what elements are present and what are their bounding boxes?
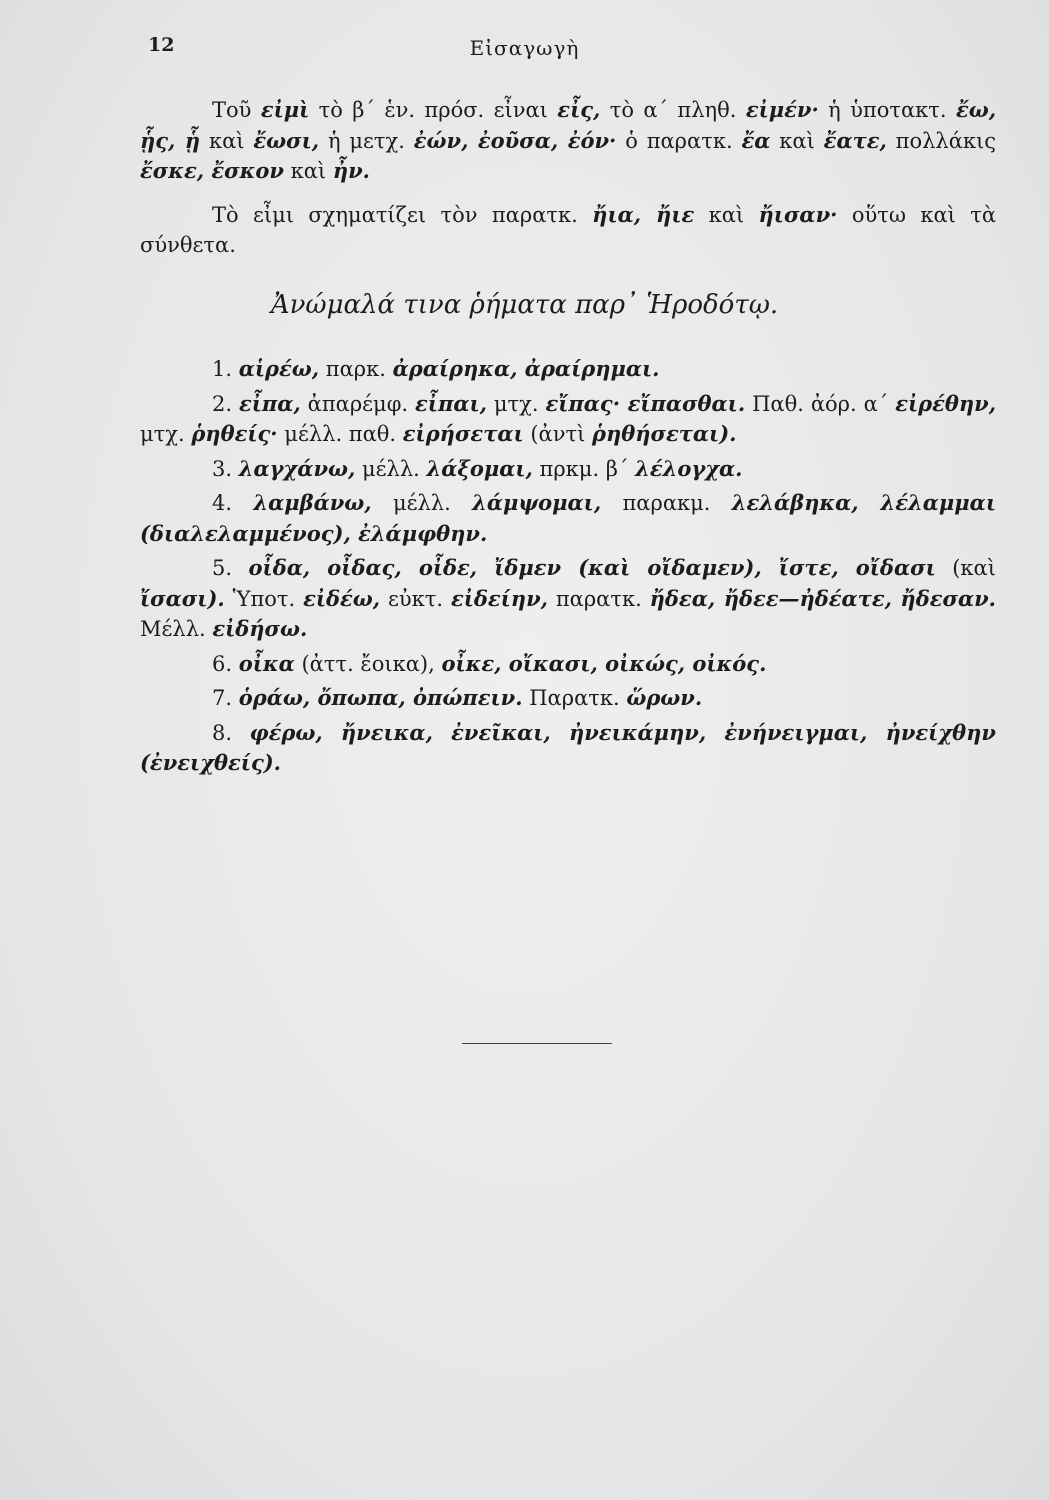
text-segment: Τὸ εἶμι σχηματίζει τὸν παρατκ. [212,203,593,227]
greek-form-bold: αἱρέω, [238,356,320,381]
text-segment: Παρατκ. [522,686,627,710]
greek-form-bold: εἰρέθην, [895,390,997,416]
greek-form-bold: εἰδέω, [303,585,381,611]
paragraph-eimi [140,95,996,187]
text-segment: μέλλ. [355,456,427,481]
text-segment: ἡ μετχ. [319,128,414,153]
list-item-8 [140,718,996,779]
greek-form-bold: ἤισαν· [758,202,838,227]
text-segment: Τοῦ [212,98,261,122]
running-header-title: Εἰσαγωγὴ [469,36,580,60]
greek-form-bold: λαμβάνω, [253,490,372,515]
list-item-4 [140,488,996,549]
text-segment: μέλλ. παθ. [277,422,403,446]
paragraph-eimi-imperfect [140,200,996,260]
text-segment: μτχ. [486,391,546,416]
list-item-7 [140,683,996,714]
greek-form-bold: ἔα [741,127,771,153]
text-segment: καὶ [200,128,254,153]
greek-form-bold: εἴπας· εἴπασθαι. [545,390,746,416]
text-segment: 8. [212,720,250,745]
text-segment: (ἀντὶ [523,422,592,446]
text-segment: παρατκ. [547,586,650,611]
text-segment: οὕτω καὶ τὰ σύνθετα. [140,203,997,257]
greek-form-bold: εἰδήσω. [212,616,308,641]
text-segment: 3. [212,456,239,481]
greek-form-bold: ἤδεα, ἤδεε—ἠδέατε, ἤδεσαν. [649,585,996,611]
greek-form-bold: ἤια, ἤιε [592,202,695,227]
greek-form-bold: λάμψομαι, [472,490,602,515]
text-segment: (καὶ [935,556,996,580]
greek-form-bold: ἔατε, [823,127,887,153]
greek-form-bold: ῥηθείς· [191,421,278,446]
text-segment: 2. [212,391,239,416]
greek-form-bold: εἰμὶ [260,97,310,122]
text-segment: τὸ β΄ ἑν. πρόσ. εἶναι [309,98,558,122]
section-title: Ἀνώμαλά τινα ῥήματα παρ᾽ Ἡροδότῳ. [270,290,779,320]
text-segment: καὶ [283,159,333,183]
list-item-5 [140,553,996,645]
greek-form-bold: ἔωσι, [253,127,320,153]
greek-form-bold: εἰρήσεται [402,421,524,446]
text-segment: Ὑποτ. [224,586,304,611]
text-segment: 4. [212,491,254,515]
verb-list [140,354,996,783]
text-segment: παρακμ. [601,491,732,515]
list-item-6 [140,649,996,680]
text-segment: παρκ. [319,357,393,381]
text-segment: ἡ ὑποτακτ. [818,98,956,122]
greek-form-bold: εἰμέν· [745,97,819,122]
greek-form-bold: ἐών, ἐοῦσα, ἐόν· [413,127,617,153]
greek-form-bold: ὁράω, ὄπωπα, ὀπώπειν. [238,685,523,710]
list-item-2 [140,389,996,450]
greek-form-bold: λέλογχα. [635,455,743,481]
greek-form-bold: λελάβηκα, λέλαμμαι (διαλελαμμένος), ἐλάμφθην. [140,490,996,546]
greek-form-bold: λάξομαι, [426,455,533,481]
text-segment: καὶ [694,203,759,227]
greek-form-bold: οἶκα [238,650,295,676]
list-item-1 [140,354,996,385]
text-segment: ἀπαρέμφ. [300,391,416,416]
greek-form-bold: οἶκε, οἴκασι, οἰκώς, οἰκός. [441,650,767,676]
page-number: 12 [148,34,175,56]
greek-form-bold: φέρω, ἤνεικα, ἐνεῖκαι, ἠνεικάμην, ἐνήνειγμαι, ἠνείχθην (ἐνειχθείς). [140,719,997,775]
text-segment: 1. [212,357,239,381]
text-segment: μτχ. [140,422,192,446]
greek-form-bold: ἔω, ᾗς, ᾗ [140,97,997,153]
greek-form-bold: εἰδείην, [450,585,548,611]
greek-form-bold: εἶπαι, [415,390,487,416]
text-segment: Παθ. ἀόρ. α΄ [745,391,896,416]
closing-rule-divider [462,1043,612,1044]
greek-form-bold: ἦν. [332,158,370,183]
text-segment: μέλλ. [371,491,473,515]
text-segment: (ἀττ. ἔοικα), [294,651,442,676]
greek-form-bold: εἶς, [557,97,601,122]
greek-form-bold: ῥηθήσεται). [592,421,737,446]
greek-form-bold: οἶδα, οἶδας, οἶδε, ἴδμεν (καὶ οἴδαμεν), ἴστε, οἴδασι [248,555,936,580]
greek-form-bold: εἶπα, [238,390,301,416]
greek-form-bold: λαγχάνω, [238,455,356,481]
text-segment: εὐκτ. [380,586,451,611]
text-segment: πρκμ. β΄ [532,456,636,481]
text-segment: τὸ α΄ πληθ. [600,98,746,122]
text-segment: καὶ [770,128,824,153]
text-segment: 6. [212,651,239,676]
greek-form-bold: ἔσκε, ἔσκον [140,158,284,183]
text-segment: Μέλλ. [140,617,213,641]
greek-form-bold: ἀραίρηκα, ἀραίρημαι. [392,356,660,381]
text-segment: 7. [212,686,239,710]
text-segment: ὁ παρατκ. [616,128,742,153]
text-segment: 5. [212,556,249,580]
greek-form-bold: ἴσασι). [140,585,225,611]
text-segment: πολλάκις [886,128,997,153]
list-item-3 [140,454,996,485]
greek-form-bold: ὥρων. [626,685,703,710]
